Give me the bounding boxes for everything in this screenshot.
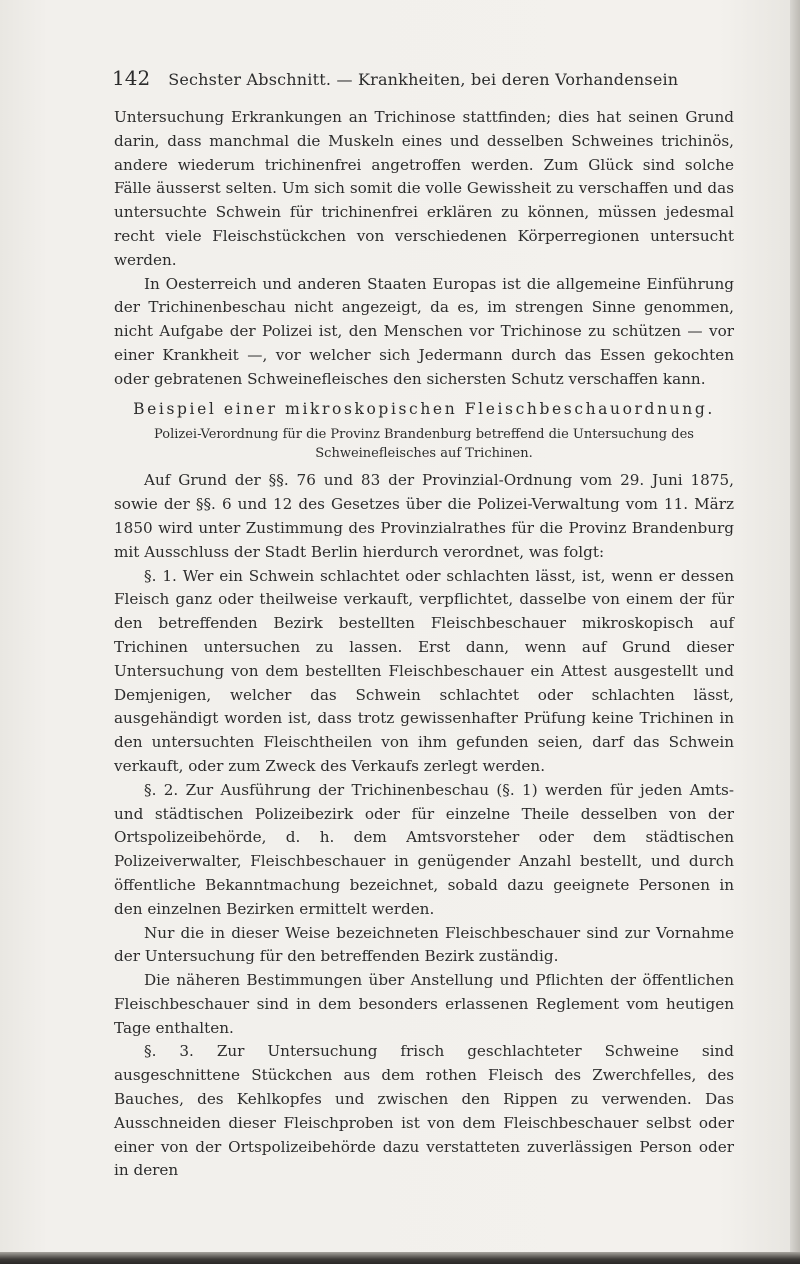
subheading: Polizei-Verordnung für die Provinz Brandenburg betreffend die Untersuchung des Schweinefleisches auf Trichinen. bbox=[154, 427, 694, 462]
paragraph: Die näheren Bestimmungen über Anstellung und Pflichten der öffentlichen Fleischbeschauer sind in dem besonders erlassenen Reglement vom heutigen Tage enthalten. bbox=[114, 971, 734, 1037]
scan-border bbox=[0, 1252, 800, 1264]
paragraph: Untersuchung Erkrankungen an Trichinose stattfinden; dies hat seinen Grund darin, dass manchmal die Muskeln eines und desselben Schweines trichinös, andere wiederum trichinenfrei angetroffen werden. Zum Glück sind solche Fälle äusserst selten. Um sich somit die volle Gewissheit zu verschaffen und das untersuchte Schwein für trichinenfrei erklären zu können, müssen jedesmal recht viele Fleischstückchen von verschiedenen Körperregionen untersucht werden. bbox=[114, 108, 734, 269]
page-number: 142 bbox=[112, 66, 151, 90]
paragraph: Nur die in dieser Weise bezeichneten Fleischbeschauer sind zur Vornahme der Untersuchung für den betreffenden Bezirk zuständig. bbox=[114, 923, 734, 966]
page-edge bbox=[790, 0, 800, 1264]
paragraph: §. 2. Zur Ausführung der Trichinenbeschau (§. 1) werden für jeden Amts- und städtischen Polizeibezirk oder für einzelne Theile desselben von der Ortspolizeibehörde, d. h. dem Amtsvorsteher oder dem städtischen Polizeiverwalter, Fleischbeschauer in genügender Anzahl bestellt, und durch öffentliche Bekanntmachung bezeichnet, sobald dazu geeignete Personen in den einzelnen Bezirken ermittelt werden. bbox=[114, 780, 734, 918]
section-heading: Beispiel einer mikroskopischen Fleischbeschauordnung. bbox=[133, 399, 715, 418]
running-head: Sechster Abschnitt. — Krankheiten, bei deren Vorhandensein bbox=[168, 70, 679, 89]
paragraph: §. 1. Wer ein Schwein schlachtet oder schlachten lässt, ist, wenn er dessen Fleisch ganz oder theilweise verkauft, verpflichtet, dasselbe von einem der für den betreffenden Bezirk bestellten Fleischbeschauer mikroskopisch auf Trichinen untersuchen zu lassen. Erst dann, wenn auf Grund dieser Untersuchung von dem bestellten Fleischbeschauer ein Attest ausgestellt und Demjenigen, welcher das Schwein schlachtet oder schlachten lässt, ausgehändigt worden ist, dass trotz gewissenhafter Prüfung keine Trichinen in den untersuchten Fleischtheilen von ihm gefunden seien, darf das Schwein verkauft, oder zum Zweck des Verkaufs zerlegt werden. bbox=[114, 566, 734, 775]
paragraph: Auf Grund der §§. 76 und 83 der Provinzial-Ordnung vom 29. Juni 1875, sowie der §§. 6 und 12 des Gesetzes über die Polizei-Verwaltung vom 11. März 1850 wird unter Zustimmung des Provinzialrathes für die Provinz Brandenburg mit Ausschluss der Stadt Berlin hierdurch verordnet, was folgt: bbox=[114, 471, 734, 561]
body-text bbox=[114, 106, 734, 1183]
paragraph: §. 3. Zur Untersuchung frisch geschlachteter Schweine sind ausgeschnittene Stückchen aus dem rothen Fleisch des Zwerchfelles, des Bauches, des Kehlkopfes und zwischen den Rippen zu verwenden. Das Ausschneiden dieser Fleischproben ist von dem Fleischbeschauer selbst oder einer von der Ortspolizeibehörde dazu verstatteten zuverlässigen Person oder in deren bbox=[114, 1042, 734, 1180]
page-header bbox=[112, 66, 722, 96]
paragraph: In Oesterreich und anderen Staaten Europas ist die allgemeine Einführung der Trichinenbeschau nicht angezeigt, da es, im strengen Sinne genommen, nicht Aufgabe der Polizei ist, den Menschen vor Trichinose zu schützen — vor einer Krankheit —, vor welcher sich Jedermann durch das Essen gekochten oder gebratenen Schweinefleisches den sichersten Schutz verschaffen kann. bbox=[114, 274, 734, 388]
